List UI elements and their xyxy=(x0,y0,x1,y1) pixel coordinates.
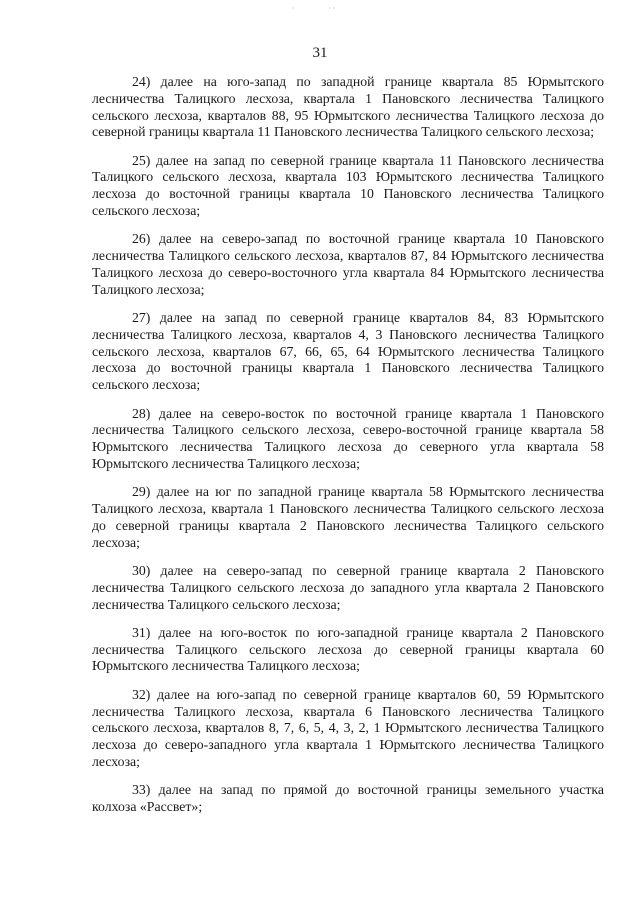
paragraph-28: 28) далее на северо-восток по восточной границе квартала 1 Пановского лесничества Талицкого сельского лесхоза, северо-восточной границе квартала 58 Юрмытского лесничества Талицкого лесхоза до северного угла квартала 58 Юрмытского лесничества Талицкого лесхоза; xyxy=(92,405,604,471)
paragraph-27: 27) далее на запад по северной границе кварталов 84, 83 Юрмытского лесничества Талицкого лесхоза, кварталов 4, 3 Пановского лесничества Талицкого сельского лесхоза, кварталов 67, 66, 65, 64 Юрмытского лесничества Талицкого лесхоза до восточной границы квартала 1 Пановского лесничества Талицкого сельского лесхоза; xyxy=(92,310,604,393)
scan-mark-left: · xyxy=(292,4,295,13)
paragraph-30: 30) далее на северо-запад по северной границе квартала 2 Пановского лесничества Талицкого сельского лесхоза до западного угла квартала 2 Пановского лесничества Талицкого сельского лесхоза; xyxy=(92,562,604,612)
paragraph-26: 26) далее на северо-запад по восточной границе квартала 10 Пановского лесничества Талицкого сельского лесхоза, кварталов 87, 84 Юрмытского лесничества Талицкого лесхоза до северо-восточного угла квартала 84 Юрмытского лесничества Талицкого лесхоза; xyxy=(92,231,604,297)
document-body xyxy=(92,74,604,827)
paragraph-31: 31) далее на юго-восток по юго-западной границе квартала 2 Пановского лесничества Талицкого сельского лесхоза до северной границы квартала 60 Юрмытского лесничества Талицкого лесхоза; xyxy=(92,624,604,674)
paragraph-24: 24) далее на юго-запад по западной границе квартала 85 Юрмытского лесничества Талицкого лесхоза, квартала 1 Пановского лесничества Талицкого сельского лесхоза, кварталов 88, 95 Юрмытского лесничества Талицкого лесхоза до северной границы квартала 11 Пановского лесничества Талицкого сельского лесхоза; xyxy=(92,74,604,140)
paragraph-33: 33) далее на запад по прямой до восточной границы земельного участка колхоза «Рассвет»; xyxy=(92,782,604,814)
paragraph-25: 25) далее на запад по северной границе квартала 11 Пановского лесничества Талицкого сельского лесхоза, квартала 103 Юрмытского лесничества Талицкого лесхоза до восточной границы квартала 10 Пановского лесничества Талицкого сельского лесхоза; xyxy=(92,152,604,219)
paragraph-29: 29) далее на юг по западной границе квартала 58 Юрмытского лесничества Талицкого лесхоза, квартала 1 Пановского лесничества Талицкого сельского лесхоза до северной границы квартала 2 Пановского лесничества Талицкого сельского лесхоза; xyxy=(92,484,604,550)
page-number: 31 xyxy=(312,45,328,61)
paragraph-32: 32) далее на юго-запад по северной границе кварталов 60, 59 Юрмытского лесничества Талицкого лесхоза, квартала 6 Пановского лесничества Талицкого сельского лесхоза, кварталов 8, 7, 6, 5, 4, 3, 2, 1 Юрмытского лесничества Талицкого лесхоза до северо-западного угла квартала 1 Юрмытского лесничества Талицкого лесхоза; xyxy=(92,686,604,769)
scan-mark-right: · · xyxy=(328,4,336,13)
